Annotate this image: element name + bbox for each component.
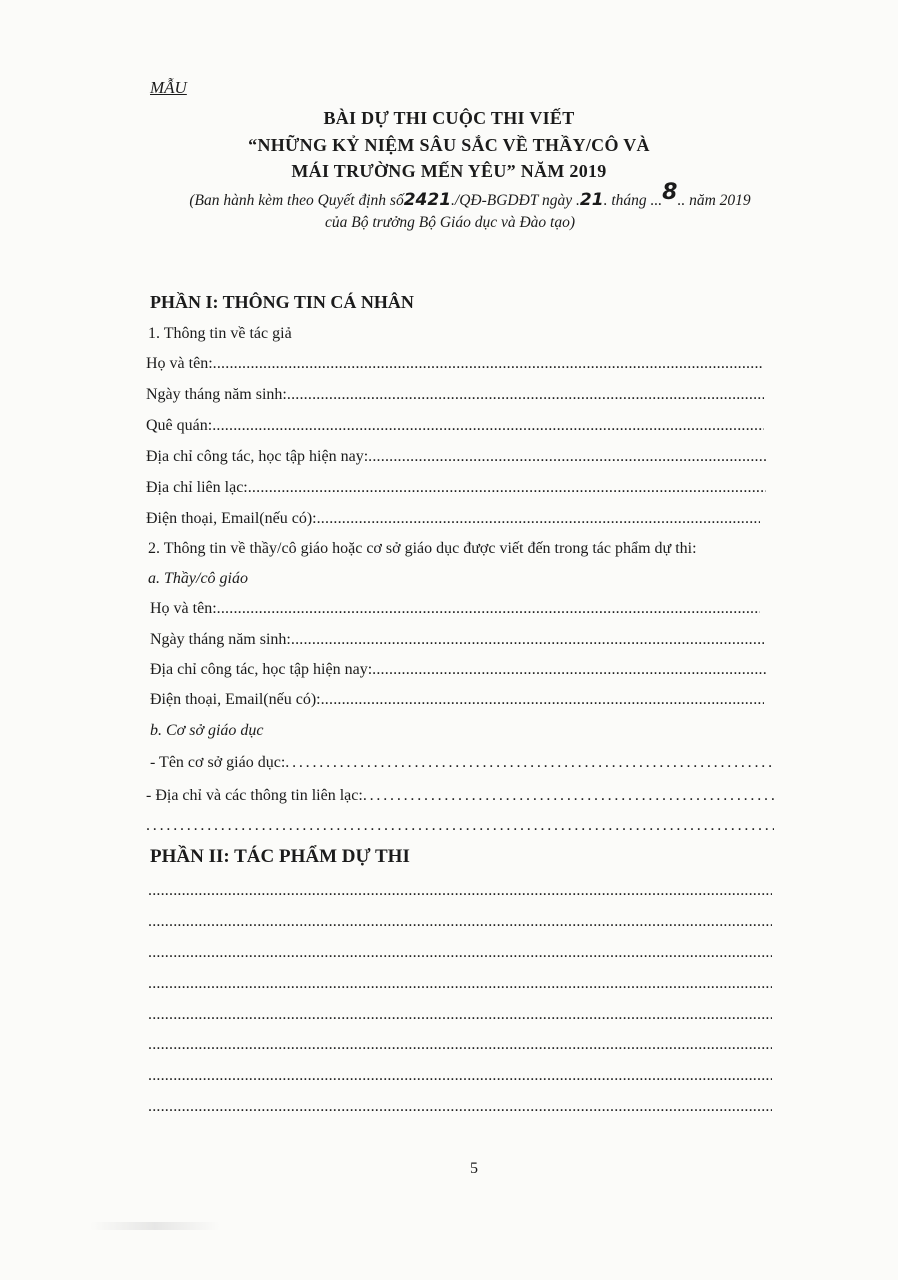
fill-line[interactable] (148, 1006, 772, 1024)
decree-suffix: .. năm 2019 (677, 192, 751, 209)
decree-prefix: (Ban hành kèm theo Quyết định số (189, 192, 404, 209)
field-label: Ngày tháng năm sinh: (146, 386, 287, 403)
part2-heading: PHẦN II: TÁC PHẨM DỰ THI (150, 846, 410, 867)
teacher-section-title: 2. Thông tin về thầy/cô giáo hoặc cơ sở giáo dục được viết đến trong tác phẩm dự thi: (148, 540, 697, 557)
author-phone-email-field[interactable] (146, 510, 760, 532)
fill-line[interactable] (148, 1098, 772, 1116)
fill-line[interactable] (217, 600, 760, 618)
author-birthdate-field[interactable] (146, 386, 764, 408)
form-template-label: MẪU (150, 78, 187, 97)
form-title-line-3: MÁI TRƯỜNG MẾN YÊU” NĂM 2019 (291, 161, 607, 181)
decree-month-label: . tháng ... (603, 192, 663, 209)
field-label: - Địa chỉ và các thông tin liên lạc: (146, 787, 363, 804)
teacher-name-field[interactable] (150, 600, 760, 622)
essay-line[interactable] (148, 1098, 772, 1120)
decree-number-handwritten: 2421 (403, 190, 452, 210)
form-title-line-1: BÀI DỰ THI CUỘC THI VIẾT (323, 108, 575, 128)
fill-line[interactable] (212, 417, 764, 435)
essay-line[interactable] (148, 913, 772, 935)
field-label: Họ và tên: (150, 600, 217, 617)
essay-line[interactable] (148, 944, 772, 966)
institution-subsection-title: b. Cơ sở giáo dục (150, 722, 264, 739)
institution-contact-extra-line[interactable] (146, 817, 774, 839)
fill-line[interactable] (248, 479, 766, 497)
author-contact-address-field[interactable] (146, 479, 766, 501)
fill-line[interactable] (213, 355, 762, 373)
author-section-title: 1. Thông tin về tác giả (148, 325, 292, 342)
fill-line[interactable] (148, 882, 772, 900)
field-label: - Tên cơ sở giáo dục: (150, 754, 286, 771)
field-label: Địa chỉ công tác, học tập hiện nay: (146, 448, 369, 465)
form-title-line-2: “NHỮNG KỶ NIỆM SÂU SẮC VỀ THẦY/CÔ VÀ (248, 135, 650, 155)
part1-heading: PHẦN I: THÔNG TIN CÁ NHÂN (150, 292, 414, 312)
author-name-field[interactable] (146, 355, 762, 377)
author-hometown-field[interactable] (146, 417, 764, 439)
field-label: Địa chỉ liên lạc: (146, 479, 248, 496)
field-label: Quê quán: (146, 417, 213, 434)
field-label: Điện thoại, Email(nếu có): (146, 510, 317, 527)
institution-contact-field[interactable] (146, 787, 774, 809)
decree-month-handwritten: 8 (662, 180, 678, 205)
scan-smudge (90, 1222, 220, 1230)
field-label: Địa chỉ công tác, học tập hiện nay: (150, 661, 373, 678)
field-label: Điện thoại, Email(nếu có): (150, 691, 321, 708)
teacher-subsection-title: a. Thầy/cô giáo (148, 570, 248, 587)
fill-line[interactable] (317, 510, 760, 528)
field-label: Ngày tháng năm sinh: (150, 631, 291, 648)
fill-line[interactable] (148, 975, 772, 993)
fill-line[interactable] (148, 1067, 772, 1085)
page-number: 5 (470, 1160, 478, 1177)
fill-line[interactable] (148, 944, 772, 962)
teacher-workplace-field[interactable] (150, 661, 766, 683)
decree-issuer: của Bộ trưởng Bộ Giáo dục và Đào tạo) (324, 214, 576, 231)
essay-line[interactable] (148, 975, 772, 997)
teacher-phone-email-field[interactable] (150, 691, 764, 713)
fill-line[interactable] (372, 661, 766, 679)
author-workplace-field[interactable] (146, 448, 766, 470)
essay-line[interactable] (148, 1006, 772, 1028)
essay-line[interactable] (148, 882, 772, 904)
fill-line[interactable] (321, 691, 764, 709)
institution-name-field[interactable] (150, 754, 772, 776)
essay-line[interactable] (148, 1036, 772, 1058)
essay-line[interactable] (148, 1067, 772, 1089)
fill-line[interactable] (146, 817, 774, 835)
decree-mid: ./QĐ-BGDĐT ngày . (451, 192, 580, 209)
fill-line[interactable] (285, 754, 772, 772)
teacher-birthdate-field[interactable] (150, 631, 764, 653)
fill-line[interactable] (287, 386, 764, 404)
decree-reference (0, 180, 898, 211)
fill-line[interactable] (148, 1036, 772, 1054)
field-label: Họ và tên: (146, 355, 213, 372)
decree-day-handwritten: 21 (579, 190, 604, 210)
fill-line[interactable] (368, 448, 766, 466)
fill-line[interactable] (363, 787, 774, 805)
fill-line[interactable] (148, 913, 772, 931)
fill-line[interactable] (291, 631, 764, 649)
